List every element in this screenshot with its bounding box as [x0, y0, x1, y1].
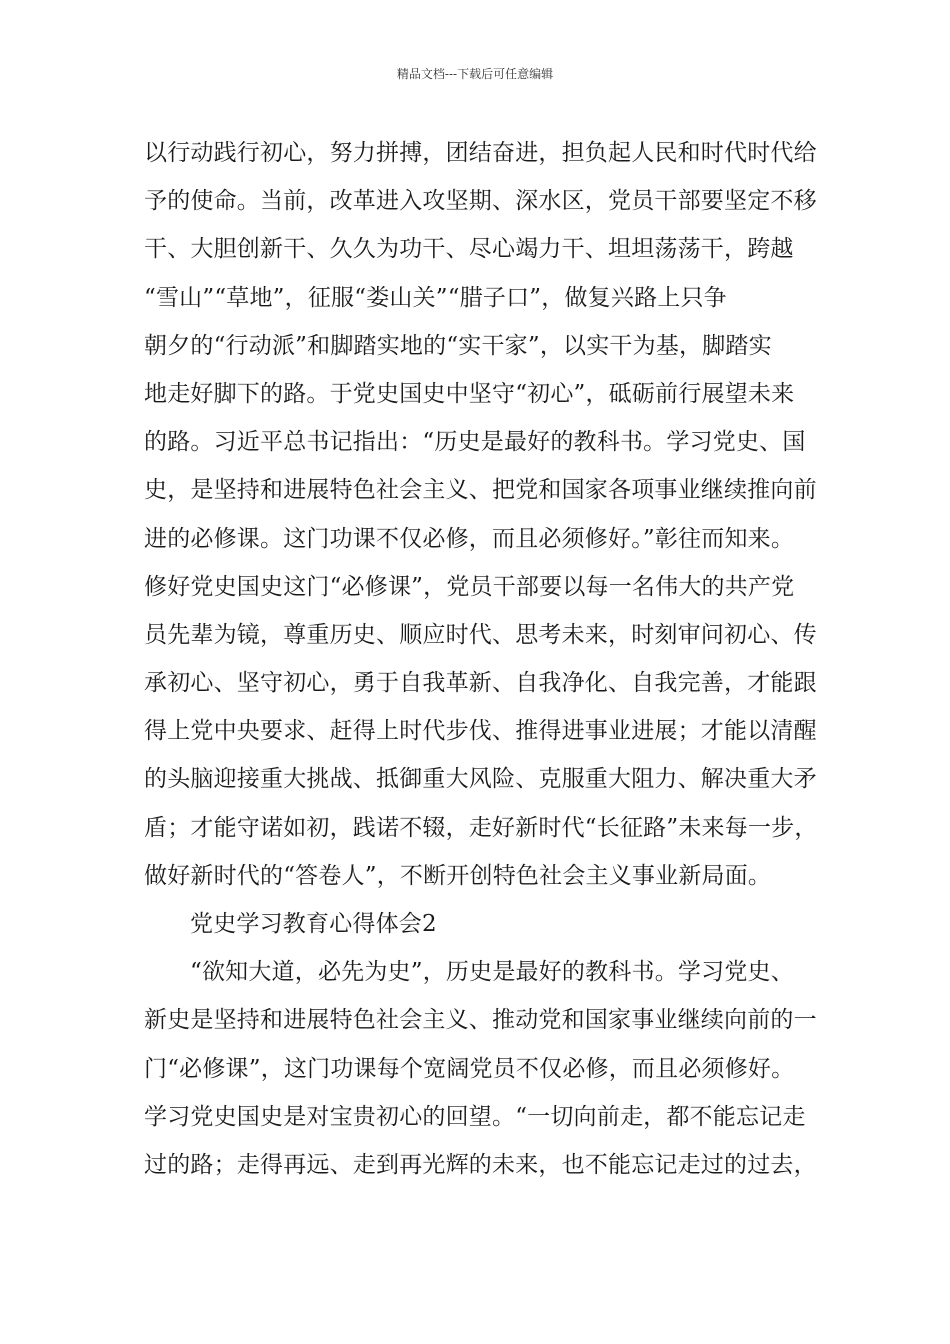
text-line: 做好新时代的“答卷人”，不断开创特色社会主义事业新局面。 — [144, 862, 772, 889]
text-line: “欲知大道，必先为史”，历史是最好的教科书。学习党史、 — [190, 959, 794, 986]
text-line: 的头脑迎接重大挑战、抵御重大风险、克服重大阻力、解决重大矛 — [144, 766, 817, 793]
text-line: 的路。习近平总书记指出：“历史是最好的教科书。学习党史、国 — [144, 429, 806, 456]
text-line: 盾；才能守诺如初，践诺不辍，走好新时代“长征路”未来每一步， — [144, 814, 818, 841]
text-line: 学习党史国史是对宝贵初心的回望。“一切向前走，都不能忘记走 — [144, 1103, 806, 1130]
text-line: 以行动践行初心，努力拼搏，团结奋进，担负起人民和时代时代给 — [144, 140, 817, 166]
text-line: 承初心、坚守初心，勇于自我革新、自我净化、自我完善，才能跟 — [144, 670, 817, 697]
text-line: 进的必修课。这门功课不仅必修，而且必须修好。”彰往而知来。 — [144, 525, 795, 552]
text-line: 员先辈为镜，尊重历史、顺应时代、思考未来，时刻审问初心、传 — [144, 621, 817, 648]
section-heading: 党史学习教育心得体会2 — [190, 911, 437, 937]
text-line: 修好党史国史这门“必修课”，党员干部要以每一名伟大的共产党 — [144, 573, 795, 600]
text-line: 朝夕的“行动派”和脚踏实地的“实干家”，以实干为基，脚踏实 — [144, 332, 772, 359]
text-line: 新史是坚持和进展特色社会主义、推动党和国家事业继续向前的一 — [144, 1007, 817, 1034]
text-line: 予的使命。当前，改革进入攻坚期、深水区，党员干部要坚定不移 — [144, 188, 817, 215]
text-line: 地走好脚下的路。于党史国史中坚守“初心”，砥砺前行展望未来 — [144, 380, 795, 407]
text-line: “雪山”“草地”，征服“娄山关”“腊子口”，做复兴路上只争 — [144, 284, 727, 311]
text-line: 干、大胆创新干、久久为功干、尽心竭力干、坦坦荡荡干，跨越 — [144, 236, 794, 263]
text-line: 史，是坚持和进展特色社会主义、把党和国家各项事业继续推向前 — [144, 477, 817, 504]
text-line: 门“必修课”，这门功课每个宽阔党员不仅必修，而且必须修好。 — [144, 1055, 795, 1082]
text-line: 得上党中央要求、赶得上时代步伐、推得进事业进展；才能以清醒 — [144, 718, 817, 745]
page-header: 精品文档---下载后可任意编辑 — [396, 67, 554, 81]
text-line: 过的路；走得再远、走到再光辉的未来，也不能忘记走过的过去， — [144, 1151, 817, 1178]
document-body — [144, 129, 824, 1189]
